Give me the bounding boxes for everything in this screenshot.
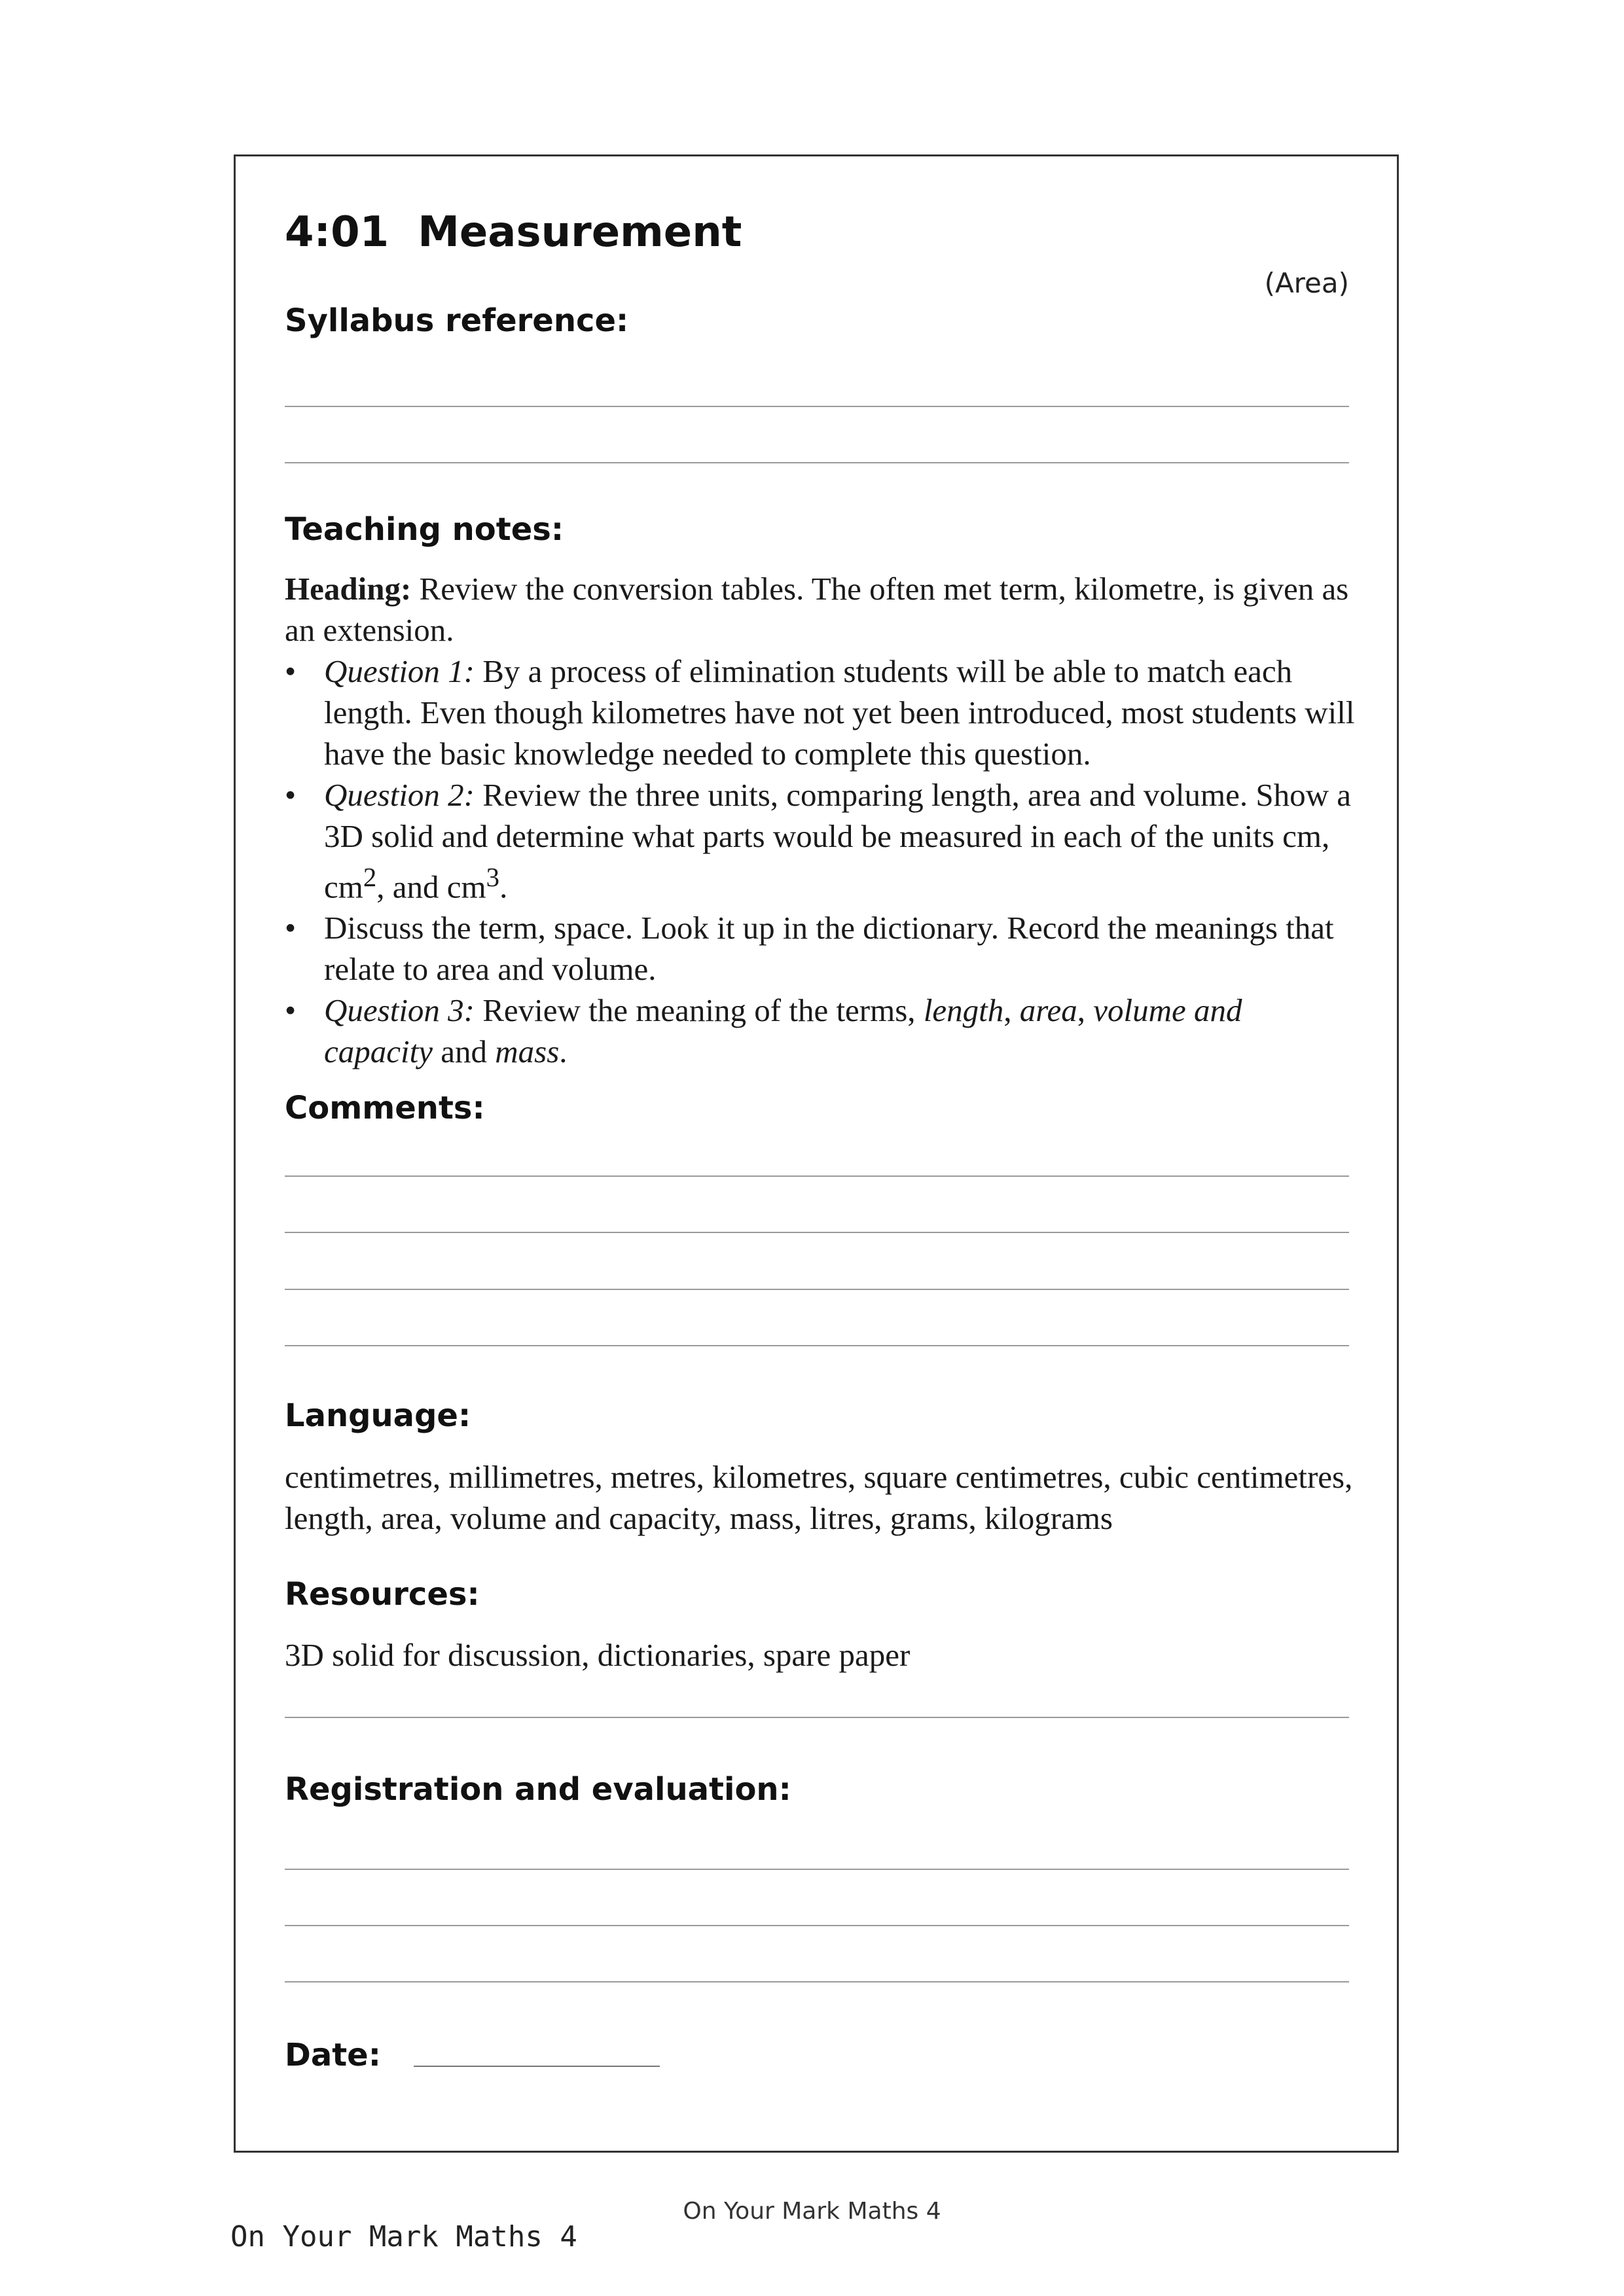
term-length: length	[923, 992, 1004, 1029]
separator: .	[559, 1033, 568, 1070]
bullet: •	[285, 992, 297, 1029]
area-note: (Area)	[1264, 267, 1349, 299]
registration-line-1[interactable]	[285, 1869, 1349, 1870]
question-1-text: By a process of elimination students will be able to match each length. Even though kilometres have not yet been introduced, most students will have the basic knowledge needed to complete this question.	[324, 653, 1355, 772]
comments-line-1[interactable]	[285, 1175, 1349, 1177]
comments-line-3[interactable]	[285, 1289, 1349, 1290]
teaching-notes-intro	[285, 568, 1358, 651]
syllabus-heading: Syllabus reference:	[285, 302, 629, 339]
footer-left: On Your Mark Maths 4	[230, 2220, 577, 2253]
teaching-notes-heading: Teaching notes:	[285, 511, 564, 548]
question-2-label: Question 2:	[324, 777, 475, 813]
question-3-text: Review the meaning of the terms,	[475, 992, 924, 1029]
resources-text: 3D solid for discussion, dictionaries, spare paper	[285, 1637, 911, 1673]
question-2-text: Review the three units, comparing length, area and volume. Show a 3D solid and determine what parts would be measured in each of the units cm, cm	[324, 777, 1351, 905]
term-volume-capacity: volume and capacity	[324, 992, 1242, 1070]
list-item	[285, 990, 1358, 1072]
superscript-3: 3	[486, 863, 500, 892]
resources-line[interactable]	[285, 1717, 1349, 1718]
intro-text: Review the conversion tables. The often met term, kilometre, is given as an extension.	[285, 571, 1349, 648]
registration-line-3[interactable]	[285, 1981, 1349, 1982]
superscript-2: 2	[363, 863, 377, 892]
comments-line-4[interactable]	[285, 1345, 1349, 1346]
page-frame	[234, 154, 1399, 2153]
syllabus-line-2[interactable]	[285, 462, 1349, 463]
teaching-notes-list	[285, 651, 1358, 1072]
page-title	[285, 208, 742, 257]
syllabus-line-1[interactable]	[285, 406, 1349, 407]
intro-label: Heading:	[285, 571, 412, 607]
bullet: •	[285, 653, 297, 689]
separator: ,	[1077, 992, 1094, 1029]
date-label: Date:	[285, 2037, 381, 2073]
question-2-text-cont: , and cm	[376, 869, 486, 905]
resources-heading: Resources:	[285, 1576, 480, 1613]
registration-heading: Registration and evaluation:	[285, 1771, 791, 1808]
separator: and	[432, 1033, 496, 1070]
bullet: •	[285, 910, 297, 946]
language-text: centimetres, millimetres, metres, kilometres, square centimetres, cubic centimetres, length, area, volume and capacity, mass, litres, grams, kilograms	[285, 1459, 1353, 1536]
term-area: area	[1019, 992, 1077, 1029]
comments-heading: Comments:	[285, 1090, 485, 1126]
section-title: Measurement	[418, 208, 742, 257]
discuss-text: Discuss the term, space. Look it up in the dictionary. Record the meanings that relate to area and volume.	[324, 910, 1334, 988]
list-item	[285, 907, 1358, 990]
teaching-notes-body	[285, 568, 1358, 1072]
language-heading: Language:	[285, 1397, 471, 1434]
separator: ,	[1003, 992, 1020, 1029]
date-row	[285, 2037, 660, 2073]
section-number: 4:01	[285, 208, 389, 257]
list-item	[285, 774, 1358, 907]
date-field-line[interactable]	[414, 2066, 660, 2067]
bullet: •	[285, 777, 297, 813]
list-item	[285, 651, 1358, 774]
comments-line-2[interactable]	[285, 1232, 1349, 1233]
registration-line-2[interactable]	[285, 1925, 1349, 1926]
footer-center: On Your Mark Maths 4	[683, 2198, 941, 2225]
question-1-label: Question 1:	[324, 653, 475, 689]
question-2-text-end: .	[499, 869, 508, 905]
question-3-label: Question 3:	[324, 992, 475, 1029]
term-mass: mass	[495, 1033, 560, 1070]
